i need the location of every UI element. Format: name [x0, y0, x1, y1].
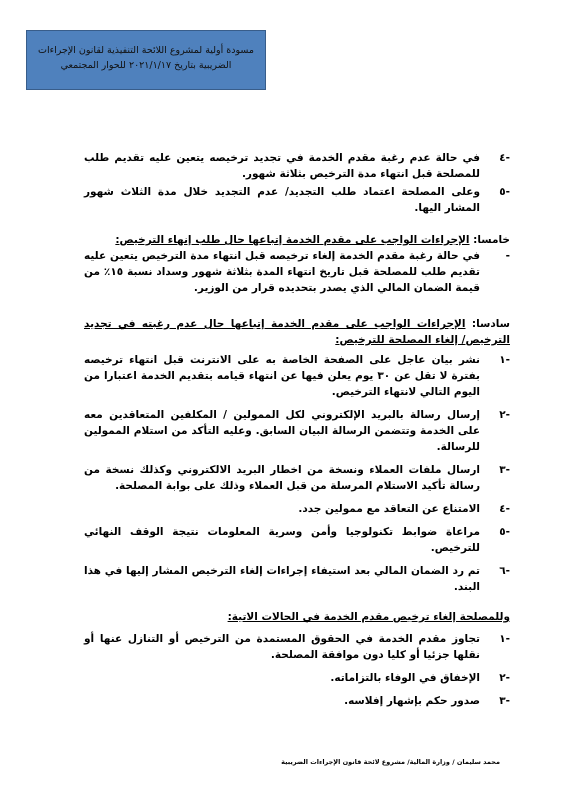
list-item — [84, 184, 510, 216]
draft-notice-line-1: مسودة أولية لمشروع اللائحة التنفيذية لقانون الإجراءات — [38, 45, 254, 56]
list-item — [84, 248, 510, 296]
list-item — [84, 407, 510, 455]
list-item — [84, 150, 510, 182]
list-item-text: في حالة عدم رغبة مقدم الخدمة في تجديد ترخيصه يتعين عليه تقديم طلب للمصلحة قبل انتهاء مدة الترخيص بثلاثة شهور. — [84, 152, 480, 180]
section-heading-5 — [84, 232, 510, 248]
list-item — [84, 631, 510, 663]
list-item-number: -٣ — [499, 464, 510, 476]
list-item-number: -٦ — [499, 565, 510, 577]
list-item-number: -٥ — [499, 526, 510, 538]
list-item-number: -٣ — [499, 695, 510, 707]
list-item-text: إرسال رسالة بالبريد الإلكتروني لكل الممولين / المكلفين المتعاقدين معه على الخدمة وتتضمن الرسالة البيان السابق. وعليه التأكد من استلام الممولين للرسالة. — [84, 409, 480, 453]
list-item-text: في حالة رغبة مقدم الخدمة إلغاء ترخيصه قبل انتهاء مدة الترخيص يتعين عليه تقديم طلب للمصلحة قبل تاريخ انتهاء المدة بثلاثة شهور وسداد نسبة ١٥٪ من قيمة الضمان المالي الذي يصدر بتحديده قرار من الوزير. — [84, 250, 480, 294]
section-heading-7 — [84, 609, 510, 625]
list-item — [84, 352, 510, 400]
document-body — [84, 150, 510, 709]
list-item-text: نشر بيان عاجل على الصفحة الخاصة به على الانترنت قبل انتهاء ترخيصه بفترة لا تقل عن ٣٠ يوم يعلن فيها عن انتهاء قيامه بتقديم الخدمة اعتبارا من اليوم التالي لانتهاء الترخيص. — [84, 354, 480, 398]
list-item-text: الإخفاق في الوفاء بالتزاماته. — [330, 672, 480, 684]
list-item — [84, 670, 510, 686]
section-title: الإجراءات الواجب على مقدم الخدمة إتباعها حال طلب إنهاء الترخيص: — [115, 234, 470, 246]
section-title: الإجراءات الواجب على مقدم الخدمة إتباعها حال عدم رغبته في تجديد الترخيص/ إلغاء المصلحة للترخيص: — [84, 318, 510, 346]
list-item — [84, 524, 510, 556]
list-item-text: تجاوز مقدم الخدمة في الحقوق المستمدة من الترخيص أو التنازل عنها أو نقلها جزئيا أو كليا دون موافقة المصلحة. — [84, 633, 480, 661]
list-item-text: وعلى المصلحة اعتماد طلب التجديد/ عدم التجديد خلال مدة الثلاث شهور المشار اليها. — [84, 186, 480, 214]
list-item-number: -٤ — [499, 503, 510, 515]
list-item-number: -٤ — [499, 152, 510, 164]
list-item-text: صدور حكم بإشهار إفلاسه. — [344, 695, 480, 707]
section-heading-6 — [84, 316, 510, 348]
page-footer: محمد سليمان / وزارة المالية/ مشروع لائحة قانون الإجراءات الضريبية — [281, 758, 500, 766]
list-item-number: -٥ — [499, 186, 510, 198]
list-item-text: الامتناع عن التعاقد مع ممولين جدد. — [298, 503, 480, 515]
draft-notice-box — [26, 30, 266, 90]
list-item-number: -١ — [499, 633, 510, 645]
list-item-text: ارسال ملفات العملاء ونسخة من اخطار البريد الالكتروني وكذلك نسخة من رسالة تأكيد الاستلام المرسلة من قبل العملاء وذلك على بوابة المصلحة. — [84, 464, 480, 492]
section-title: وللمصلحة إلغاء ترخيص مقدم الخدمة في الحالات الاتية: — [227, 611, 510, 623]
list-item — [84, 462, 510, 494]
list-item — [84, 563, 510, 595]
draft-notice-line-2: الضريبية بتاريخ ٢٠٢١/١/١٧ للحوار المجتمعي — [60, 60, 232, 71]
list-item-number: - — [505, 250, 510, 262]
list-item-number: -١ — [499, 354, 510, 366]
section-label: سادسا: — [471, 318, 510, 330]
list-item-number: -٢ — [499, 409, 510, 421]
list-item — [84, 693, 510, 709]
list-item-text: مراعاة ضوابط تكنولوجيا وأمن وسرية المعلومات نتيجة الوقف النهائي للترخيص. — [84, 526, 480, 554]
list-item — [84, 501, 510, 517]
list-item-number: -٢ — [499, 672, 510, 684]
list-item-text: تم رد الضمان المالي بعد استيفاء إجراءات إلغاء الترخيص المشار إليها في هذا البند. — [84, 565, 480, 593]
section-label: خامسا: — [473, 234, 510, 246]
